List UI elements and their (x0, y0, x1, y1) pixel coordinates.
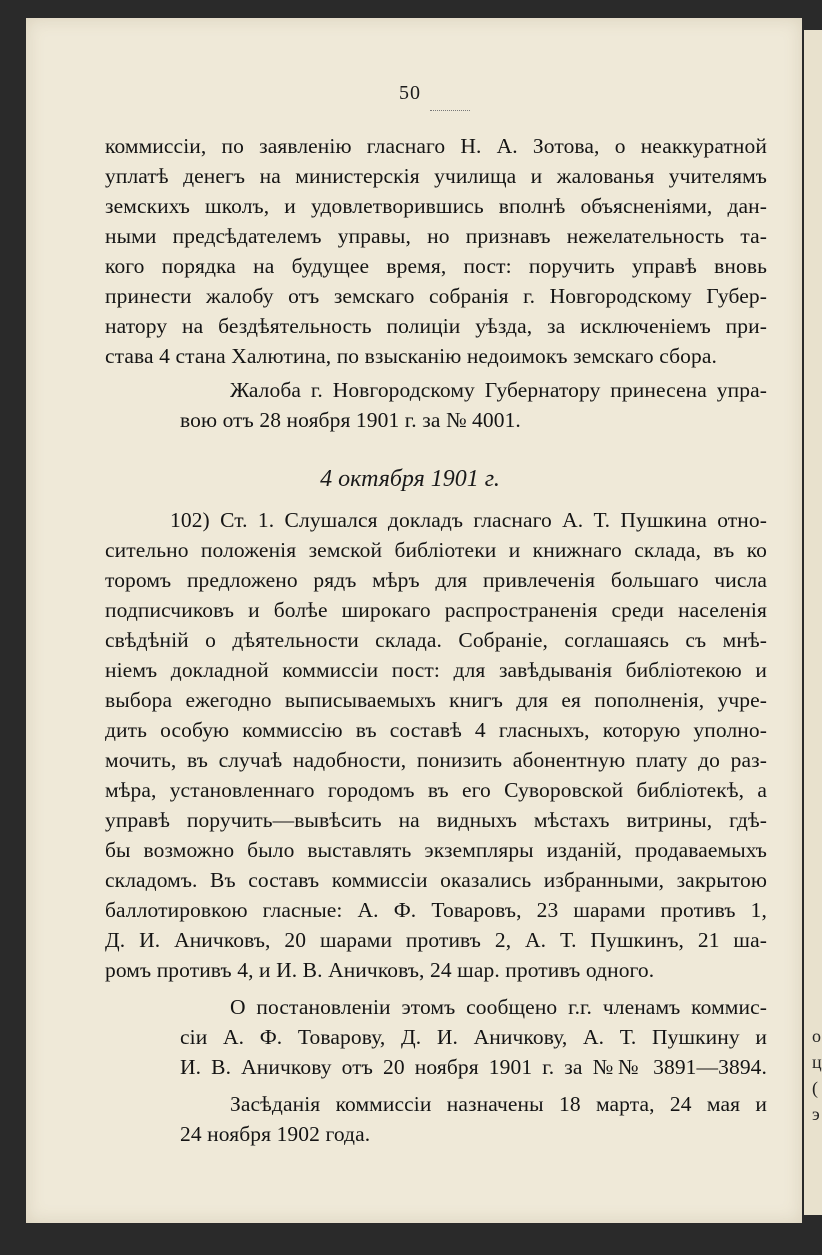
note-line: И. В. Аничкову отъ 20 ноября 1901 г. за №№ 3891—3894. (180, 1055, 767, 1079)
note-line: 24 ноября 1902 года. (180, 1122, 371, 1146)
text-line: складомъ. Въ составъ коммиссіи оказались избранными, закрытою (105, 868, 767, 892)
text-line: ными предсѣдателемъ управы, но признавъ нежелательность та- (105, 224, 767, 248)
text-line: става 4 стана Халютина, по взысканію недоимокъ земскаго сбора. (105, 344, 717, 368)
text-line: бы возможно было выставлять экземпляры изданій, продаваемыхъ (105, 838, 767, 862)
text-line: натору на бездѣятельность полиціи уѣзда, за исключеніемъ при- (105, 314, 767, 338)
note-line: сіи А. Ф. Товарову, Д. И. Аничкову, А. Т. Пушкину и (180, 1025, 767, 1049)
note-line: Засѣданія коммиссіи назначены 18 марта, 24 мая и (230, 1092, 767, 1116)
text-line: подписчиковъ и болѣе широкаго распространенія среди населенія (105, 598, 767, 622)
text-line: земскихъ школъ, и удовлетворившись вполнѣ объясненіями, дан- (105, 194, 767, 218)
text-line: коммиссіи, по заявленію гласнаго Н. А. Зотова, о неаккуратной (105, 134, 767, 158)
text-line: ромъ противъ 4, и И. В. Аничковъ, 24 шар. противъ одного. (105, 958, 655, 982)
note-line: Жалоба г. Новгородскому Губернатору принесена упра- (230, 378, 767, 402)
date-heading: 4 октября 1901 г. (320, 466, 500, 492)
text-line: уплатѣ денегъ на министерскія училища и жалованья учителямъ (105, 164, 767, 188)
adjacent-page-char: ц (812, 1052, 822, 1072)
text-line: мочить, въ случаѣ надобности, понизить абонентную плату до раз- (105, 748, 767, 772)
text-line: мѣра, установленнаго городомъ въ его Суворовской библіотекѣ, а (105, 778, 767, 802)
text-line: принести жалобу отъ земскаго собранія г. Новгородскому Губер- (105, 284, 767, 308)
text-line: баллотировкою гласные: А. Ф. Товаровъ, 23 шарами противъ 1, (105, 898, 767, 922)
adjacent-page-char: э (812, 1104, 820, 1124)
text-line: кого порядка на будущее время, пост: поручить управѣ вновь (105, 254, 767, 278)
text-line: выбора ежегодно выписываемыхъ книгъ для ея пополненія, учре- (105, 688, 767, 712)
text-line: ніемъ докладной коммиссіи пост: для завѣдыванія библіотекою и (105, 658, 767, 682)
note-line: О постановленіи этомъ сообщено г.г. членамъ коммис- (230, 995, 767, 1019)
text-line: дить особую коммиссію въ составѣ 4 гласныхъ, которую уполно- (105, 718, 767, 742)
page-number: 50 (399, 82, 421, 104)
text-line: управѣ поручить—вывѣсить на видныхъ мѣстахъ витрины, гдѣ- (105, 808, 767, 832)
text-line: свѣдѣній о дѣятельности склада. Собраніе, соглашаясь съ мнѣ- (105, 628, 767, 652)
note-line: вою отъ 28 ноября 1901 г. за № 4001. (180, 408, 521, 432)
page-number-ornament (430, 110, 470, 113)
adjacent-page-char: ( (812, 1078, 818, 1098)
adjacent-page-char: о (812, 1026, 821, 1046)
text-line: Д. И. Аничковъ, 20 шарами противъ 2, А. Т. Пушкинъ, 21 ша- (105, 928, 767, 952)
text-line: сительно положенія земской библіотеки и книжнаго склада, въ ко (105, 538, 767, 562)
text-line: 102) Ст. 1. Слушался докладъ гласнаго А. Т. Пушкина отно- (170, 508, 767, 532)
text-line: торомъ предложено рядъ мѣръ для привлеченія большаго числа (105, 568, 767, 592)
